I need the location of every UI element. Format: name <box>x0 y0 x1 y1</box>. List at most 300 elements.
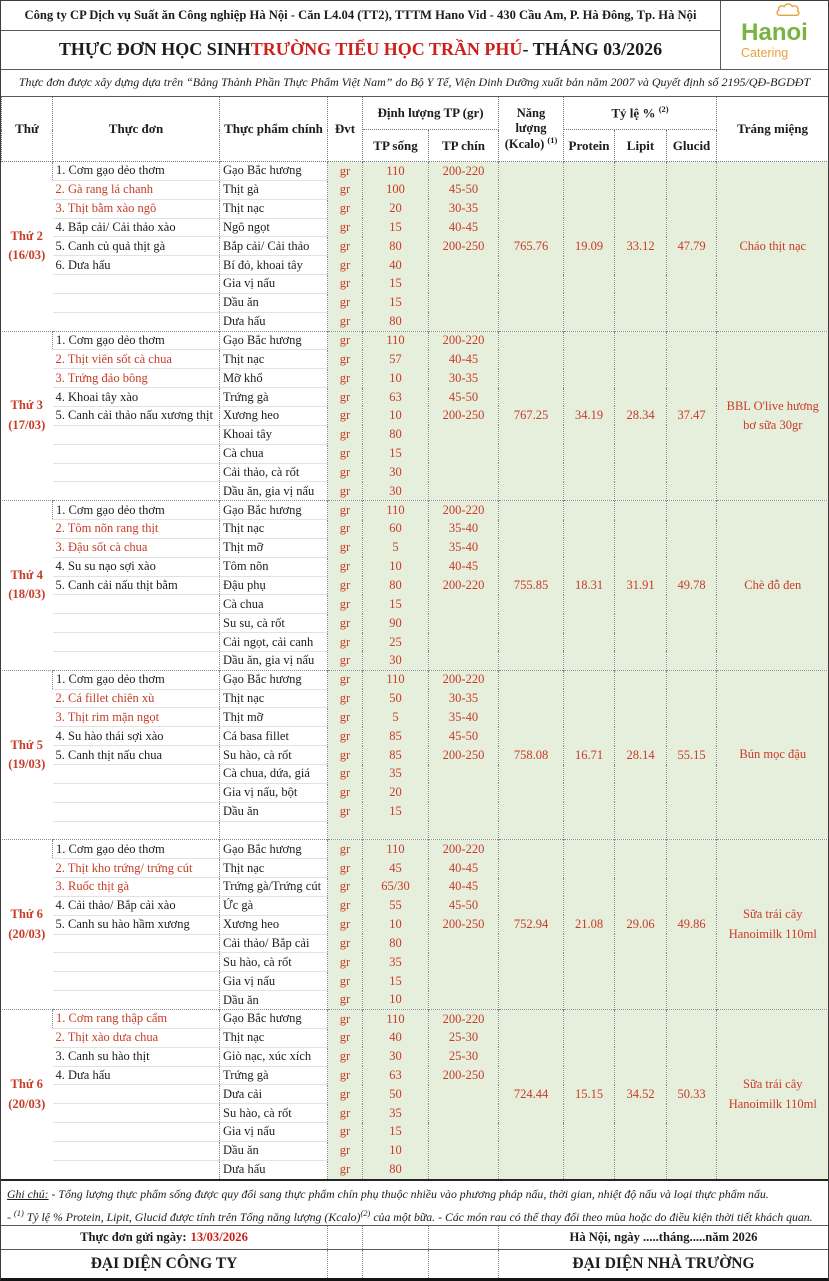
raw-qty: 80 <box>363 1160 429 1179</box>
day-date: (16/03) <box>8 248 46 263</box>
ingredient-name: Dầu ăn <box>220 991 328 1010</box>
ingredient-name: Thịt gà <box>220 180 328 199</box>
ingredient-name: Dầu ăn <box>220 1141 328 1160</box>
menu-item: 4. Su su nạo sợi xào <box>53 557 220 576</box>
ingredient-name: Thịt mỡ <box>220 538 328 557</box>
raw-qty: 20 <box>363 783 429 802</box>
sent-date-label: Thực đơn gửi ngày: <box>80 1230 187 1245</box>
ingredient-name: Cải ngọt, cải canh <box>220 633 328 652</box>
day-name: Thứ 2 <box>10 228 43 243</box>
unit-cell: gr <box>328 520 363 539</box>
ingredient-name: Cải thảo, cà rốt <box>220 463 328 482</box>
col-header-ratio-group <box>564 97 717 130</box>
dessert-name: Bún mọc đậu <box>717 670 829 840</box>
unit-cell: gr <box>328 859 363 878</box>
raw-qty: 15 <box>363 293 429 312</box>
unit-cell: gr <box>328 633 363 652</box>
protein-value: 18.31 <box>564 501 615 671</box>
title-suffix: - THÁNG 03/2026 <box>522 39 663 59</box>
raw-qty: 20 <box>363 199 429 218</box>
lipit-value: 29.06 <box>615 840 667 1010</box>
day-name: Thứ 3 <box>10 398 43 413</box>
unit-cell: gr <box>328 180 363 199</box>
unit-cell: gr <box>328 670 363 689</box>
raw-qty: 80 <box>363 425 429 444</box>
ingredient-name: Xương heo <box>220 915 328 934</box>
ratio-footnote-mark: (2) <box>658 104 669 115</box>
glucid-value: 37.47 <box>667 331 717 501</box>
raw-qty: 60 <box>363 520 429 539</box>
ingredient-name: Giò nạc, xúc xích <box>220 1047 328 1066</box>
footer-spacer-5 <box>362 1250 428 1278</box>
menu-item: 1. Cơm gạo dẻo thơm <box>53 331 220 350</box>
col-header-day: Thứ <box>2 97 53 162</box>
cooked-qty <box>429 633 499 652</box>
unit-cell: gr <box>328 369 363 388</box>
dessert-name: Sữa trái cây Hanoimilk 110ml <box>717 840 829 1010</box>
cooked-qty <box>429 953 499 972</box>
raw-qty: 15 <box>363 802 429 821</box>
menu-item <box>53 293 220 312</box>
cooked-qty: 200-220 <box>429 162 499 181</box>
dessert-name: Chè đỗ đen <box>717 501 829 671</box>
col-header-glucid: Glucid <box>667 130 717 162</box>
cooked-qty: 35-40 <box>429 520 499 539</box>
unit-cell: gr <box>328 557 363 576</box>
cooked-qty <box>429 991 499 1010</box>
unit-cell: gr <box>328 896 363 915</box>
cooked-qty: 200-250 <box>429 915 499 934</box>
note-line-1 <box>7 1185 822 1204</box>
col-header-unit: Đvt <box>328 97 363 162</box>
day-date: (20/03) <box>8 926 46 941</box>
dessert-name: Sữa trái cây Hanoimilk 110ml <box>717 1009 829 1179</box>
raw-qty: 15 <box>363 444 429 463</box>
lipit-value: 31.91 <box>615 501 667 671</box>
menu-item: 4. Su hào thái sợi xào <box>53 727 220 746</box>
ingredient-name: Dưa hấu <box>220 1160 328 1179</box>
menu-item: 4. Khoai tây xào <box>53 388 220 407</box>
menu-item: 1. Cơm gạo dẻo thơm <box>53 501 220 520</box>
menu-item <box>53 312 220 331</box>
ingredient-name: Gia vị nấu <box>220 972 328 991</box>
col-header-menu: Thực đơn <box>53 97 220 162</box>
unit-cell: gr <box>328 199 363 218</box>
unit-cell: gr <box>328 1085 363 1104</box>
footer-spacer-1 <box>327 1226 362 1249</box>
cooked-qty: 30-35 <box>429 689 499 708</box>
cooked-qty: 200-250 <box>429 406 499 425</box>
cooked-qty <box>429 765 499 784</box>
raw-qty: 30 <box>363 463 429 482</box>
cooked-qty: 35-40 <box>429 708 499 727</box>
cooked-qty <box>429 482 499 501</box>
day-name: Thứ 6 <box>10 1077 43 1091</box>
protein-value: 21.08 <box>564 840 615 1010</box>
menu-item: 1. Cơm rang thập cẩm <box>53 1009 220 1028</box>
col-header-quantity-group: Định lượng TP (gr) <box>363 97 499 130</box>
raw-qty: 35 <box>363 765 429 784</box>
day-date: (19/03) <box>8 757 46 772</box>
ingredient-name: Trứng gà <box>220 388 328 407</box>
cooked-qty <box>429 275 499 294</box>
day-date: (18/03) <box>8 587 46 602</box>
menu-item: 4. Dưa hấu <box>53 1066 220 1085</box>
menu-item <box>53 463 220 482</box>
day-name: Thứ 5 <box>10 737 43 752</box>
col-header-raw: TP sống <box>363 130 429 162</box>
cooked-qty <box>429 1141 499 1160</box>
menu-item <box>53 444 220 463</box>
raw-qty: 15 <box>363 972 429 991</box>
cooked-qty: 35-40 <box>429 538 499 557</box>
cooked-qty <box>429 783 499 802</box>
hanoi-catering-logo <box>720 1 828 69</box>
title-prefix: THỰC ĐƠN HỌC SINH <box>58 39 251 59</box>
day-label <box>2 501 53 671</box>
raw-qty: 55 <box>363 896 429 915</box>
menu-item <box>53 821 220 840</box>
menu-item <box>53 614 220 633</box>
ingredient-name: Thịt nạc <box>220 350 328 369</box>
unit-cell: gr <box>328 218 363 237</box>
unit-cell: gr <box>328 934 363 953</box>
cooked-qty: 40-45 <box>429 878 499 897</box>
menu-item: 3. Ruốc thịt gà <box>53 878 220 897</box>
cooked-qty: 40-45 <box>429 557 499 576</box>
cooked-qty: 45-50 <box>429 180 499 199</box>
cooked-qty <box>429 1160 499 1179</box>
energy-value: 767.25 <box>499 331 564 501</box>
col-header-cooked: TP chín <box>429 130 499 162</box>
ingredient-name: Đậu phụ <box>220 576 328 595</box>
raw-qty: 63 <box>363 388 429 407</box>
raw-qty: 10 <box>363 369 429 388</box>
cooked-qty <box>429 256 499 275</box>
cooked-qty: 200-250 <box>429 746 499 765</box>
ingredient-name: Ức gà <box>220 896 328 915</box>
note2-end: của một bữa. - Các món rau có thể thay đổi theo mùa hoặc do điều kiện thời tiết khách quan. <box>370 1209 813 1224</box>
col-header-dessert: Tráng miệng <box>717 97 829 162</box>
cooked-qty <box>429 463 499 482</box>
menu-item: 5. Canh su hào hầm xương <box>53 915 220 934</box>
raw-qty: 80 <box>363 237 429 256</box>
ingredient-name: Khoai tây <box>220 425 328 444</box>
footer-spacer-3 <box>428 1226 498 1249</box>
ingredient-name: Gạo Bắc hương <box>220 331 328 350</box>
unit-cell: gr <box>328 783 363 802</box>
ingredient-name: Gia vị nấu, bột <box>220 783 328 802</box>
menu-item: 3. Trứng đảo bông <box>53 369 220 388</box>
unit-cell: gr <box>328 162 363 181</box>
raw-qty: 110 <box>363 1009 429 1028</box>
raw-qty: 80 <box>363 312 429 331</box>
raw-qty: 65/30 <box>363 878 429 897</box>
unit-cell: gr <box>328 538 363 557</box>
menu-item: 2. Thịt xào dưa chua <box>53 1028 220 1047</box>
title-school-name: TRƯỜNG TIỂU HỌC TRẦN PHÚ <box>250 39 523 59</box>
cooked-qty: 200-220 <box>429 1009 499 1028</box>
cooked-qty: 200-220 <box>429 670 499 689</box>
unit-cell: gr <box>328 1066 363 1085</box>
ingredient-name: Gạo Bắc hương <box>220 670 328 689</box>
unit-cell: gr <box>328 595 363 614</box>
raw-qty: 85 <box>363 746 429 765</box>
menu-item: 5. Canh thịt nấu chua <box>53 746 220 765</box>
sent-date-row <box>1 1225 828 1249</box>
menu-item <box>53 425 220 444</box>
day-label <box>2 840 53 1010</box>
lipit-value: 28.34 <box>615 331 667 501</box>
lipit-value: 33.12 <box>615 162 667 332</box>
ingredient-name: Tôm nõn <box>220 557 328 576</box>
menu-item <box>53 1123 220 1142</box>
cooked-qty: 200-220 <box>429 840 499 859</box>
ingredient-name: Thịt mỡ <box>220 708 328 727</box>
company-representative: ĐẠI DIỆN CÔNG TY <box>90 1255 238 1273</box>
ingredient-name: Cải thảo/ Bắp cải <box>220 934 328 953</box>
unit-cell: gr <box>328 840 363 859</box>
energy-value: 765.76 <box>499 162 564 332</box>
cooked-qty <box>429 444 499 463</box>
menu-item: 2. Cá fillet chiên xù <box>53 689 220 708</box>
energy-value: 758.08 <box>499 670 564 840</box>
ingredient-name: Bí đỏ, khoai tây <box>220 256 328 275</box>
cooked-qty: 200-250 <box>429 1066 499 1085</box>
raw-qty: 110 <box>363 162 429 181</box>
cooked-qty <box>429 614 499 633</box>
raw-qty: 100 <box>363 180 429 199</box>
cooked-qty: 200-220 <box>429 331 499 350</box>
menu-item <box>53 1160 220 1179</box>
menu-item <box>53 651 220 670</box>
lipit-value: 34.52 <box>615 1009 667 1179</box>
menu-item <box>53 953 220 972</box>
unit-cell: gr <box>328 651 363 670</box>
cooked-qty <box>429 821 499 840</box>
raw-qty: 63 <box>363 1066 429 1085</box>
menu-item <box>53 275 220 294</box>
menu-item: 1. Cơm gạo dẻo thơm <box>53 670 220 689</box>
ingredient-name: Gạo Bắc hương <box>220 1009 328 1028</box>
cooked-qty: 25-30 <box>429 1047 499 1066</box>
menu-item: 4. Cải thảo/ Bắp cải xào <box>53 896 220 915</box>
ingredient-name: Dầu ăn, gia vị nấu <box>220 651 328 670</box>
cooked-qty <box>429 595 499 614</box>
unit-cell: gr <box>328 576 363 595</box>
unit-cell: gr <box>328 765 363 784</box>
cooked-qty <box>429 425 499 444</box>
notes-section <box>1 1179 828 1225</box>
cooked-qty <box>429 934 499 953</box>
raw-qty: 15 <box>363 1123 429 1142</box>
ingredient-name: Thịt nạc <box>220 1028 328 1047</box>
ingredient-name: Thịt nạc <box>220 520 328 539</box>
protein-value: 19.09 <box>564 162 615 332</box>
footer-spacer-2 <box>362 1226 428 1249</box>
cooked-qty <box>429 1123 499 1142</box>
ingredient-name: Trứng gà/Trứng cút <box>220 878 328 897</box>
note2-prefix: - <box>7 1209 14 1224</box>
menu-item <box>53 972 220 991</box>
ingredient-name: Gia vị nấu <box>220 1123 328 1142</box>
unit-cell: gr <box>328 802 363 821</box>
unit-cell: gr <box>328 237 363 256</box>
ingredient-name <box>220 821 328 840</box>
ingredient-name: Cà chua, dứa, giá <box>220 765 328 784</box>
ingredient-name: Dầu ăn, gia vị nấu <box>220 482 328 501</box>
energy-value: 752.94 <box>499 840 564 1010</box>
raw-qty: 50 <box>363 1085 429 1104</box>
unit-cell: gr <box>328 1047 363 1066</box>
raw-qty: 80 <box>363 934 429 953</box>
raw-qty: 10 <box>363 1141 429 1160</box>
ingredient-name: Gạo Bắc hương <box>220 162 328 181</box>
note-label: Ghi chú: <box>7 1187 49 1202</box>
menu-item: 5. Canh cải thảo nấu xương thịt <box>53 406 220 425</box>
unit-cell: gr <box>328 350 363 369</box>
unit-cell: gr <box>328 972 363 991</box>
unit-cell: gr <box>328 406 363 425</box>
cooked-qty <box>429 293 499 312</box>
raw-qty: 15 <box>363 275 429 294</box>
unit-cell: gr <box>328 1009 363 1028</box>
company-line: Công ty CP Dịch vụ Suất ăn Công nghiệp Hà Nội - Căn L4.04 (TT2), TTTM Hano Vid - 430 Cầu Am, P. Hà Đông, Tp. Hà Nội <box>1 1 720 31</box>
ingredient-name: Dưa hấu <box>220 312 328 331</box>
ingredient-name: Dầu ăn <box>220 293 328 312</box>
ingredient-name: Gia vị nấu <box>220 275 328 294</box>
cooked-qty <box>429 312 499 331</box>
ingredient-name: Bắp cải/ Cải thảo <box>220 237 328 256</box>
raw-qty: 90 <box>363 614 429 633</box>
ingredient-name: Trứng gà <box>220 1066 328 1085</box>
table-body <box>2 162 829 1180</box>
day-date: (20/03) <box>8 1096 46 1111</box>
table-header <box>2 97 829 162</box>
raw-qty: 85 <box>363 727 429 746</box>
unit-cell: gr <box>328 746 363 765</box>
menu-item <box>53 802 220 821</box>
energy-value: 724.44 <box>499 1009 564 1179</box>
menu-item <box>53 991 220 1010</box>
energy-label-line2: lượng <box>515 120 547 135</box>
unit-cell: gr <box>328 1028 363 1047</box>
cooked-qty: 45-50 <box>429 388 499 407</box>
ingredient-name: Su hào, cà rốt <box>220 746 328 765</box>
day-label <box>2 162 53 332</box>
menu-item: 3. Đậu sốt cà chua <box>53 538 220 557</box>
raw-qty: 110 <box>363 501 429 520</box>
unit-cell: gr <box>328 953 363 972</box>
menu-table <box>1 96 829 1179</box>
raw-qty: 110 <box>363 670 429 689</box>
menu-item: 2. Thịt kho trứng/ trứng cút <box>53 859 220 878</box>
col-header-lipit: Lipit <box>615 130 667 162</box>
ingredient-name: Mỡ khổ <box>220 369 328 388</box>
menu-item <box>53 595 220 614</box>
menu-item: 4. Bắp cải/ Cải thảo xào <box>53 218 220 237</box>
ingredient-name: Cá basa fillet <box>220 727 328 746</box>
unit-cell: gr <box>328 444 363 463</box>
cooked-qty: 40-45 <box>429 859 499 878</box>
cooked-qty: 200-220 <box>429 576 499 595</box>
menu-item <box>53 765 220 784</box>
energy-label-line1: Năng <box>516 105 546 120</box>
sent-date-value: 13/03/2026 <box>190 1230 248 1245</box>
menu-item: 3. Canh su hào thịt <box>53 1047 220 1066</box>
protein-value: 15.15 <box>564 1009 615 1179</box>
cooked-qty <box>429 651 499 670</box>
col-header-main-food: Thực phẩm chính <box>220 97 328 162</box>
ingredient-name: Su hào, cà rốt <box>220 953 328 972</box>
energy-label-line3 <box>500 135 562 152</box>
unit-cell: gr <box>328 1141 363 1160</box>
unit-cell <box>328 821 363 840</box>
cooked-qty: 45-50 <box>429 896 499 915</box>
unit-cell: gr <box>328 708 363 727</box>
day-label <box>2 1009 53 1179</box>
raw-qty: 30 <box>363 651 429 670</box>
ingredient-name: Thịt nạc <box>220 689 328 708</box>
menu-item: 2. Tôm nõn rang thịt <box>53 520 220 539</box>
unit-cell: gr <box>328 915 363 934</box>
unit-cell: gr <box>328 1160 363 1179</box>
raw-qty: 110 <box>363 840 429 859</box>
cooked-qty <box>429 802 499 821</box>
cooked-qty: 200-220 <box>429 501 499 520</box>
lipit-value: 28.14 <box>615 670 667 840</box>
unit-cell: gr <box>328 463 363 482</box>
col-header-energy <box>499 97 564 162</box>
menu-item <box>53 482 220 501</box>
footer-spacer-4 <box>327 1250 362 1278</box>
document-header <box>1 1 828 69</box>
raw-qty: 40 <box>363 256 429 275</box>
subtitle-note: Thực đơn được xây dựng dựa trên “Bảng Thành Phần Thực Phẩm Việt Nam” do Bộ Y Tế, Viện Dinh Dưỡng xuất bản năm 2007 và Quyết định số 2195/QĐ-BGDĐT <box>1 69 828 96</box>
ingredient-name: Cà chua <box>220 444 328 463</box>
ratio-label: Tỷ lệ % <box>611 105 656 121</box>
col-header-protein: Protein <box>564 130 615 162</box>
menu-item: 6. Dưa hấu <box>53 256 220 275</box>
cooked-qty: 30-35 <box>429 369 499 388</box>
energy-kcalo: (Kcalo) <box>504 137 545 152</box>
cooked-qty: 40-45 <box>429 218 499 237</box>
day-name: Thứ 4 <box>10 567 43 582</box>
unit-cell: gr <box>328 388 363 407</box>
raw-qty: 35 <box>363 1104 429 1123</box>
raw-qty: 80 <box>363 576 429 595</box>
raw-qty: 10 <box>363 991 429 1010</box>
menu-item: 1. Cơm gạo dẻo thơm <box>53 162 220 181</box>
place-date-cell: Hà Nội, ngày .....tháng.....năm 2026 <box>498 1226 828 1249</box>
unit-cell: gr <box>328 1123 363 1142</box>
note-line-2 <box>7 1204 822 1225</box>
cooked-qty: 45-50 <box>429 727 499 746</box>
raw-qty: 110 <box>363 331 429 350</box>
menu-item: 3. Thịt rim mặn ngọt <box>53 708 220 727</box>
page-title <box>1 31 720 68</box>
dessert-name: BBL O'live hương bơ sữa 30gr <box>717 331 829 501</box>
raw-qty: 40 <box>363 1028 429 1047</box>
energy-footnote-mark: (1) <box>547 135 558 146</box>
menu-item: 2. Thịt viên sốt cà chua <box>53 350 220 369</box>
menu-item: 5. Canh củ quả thịt gà <box>53 237 220 256</box>
menu-item <box>53 783 220 802</box>
ingredient-name: Ngô ngọt <box>220 218 328 237</box>
unit-cell: gr <box>328 1104 363 1123</box>
ingredient-name: Dưa cải <box>220 1085 328 1104</box>
day-date: (17/03) <box>8 417 46 432</box>
